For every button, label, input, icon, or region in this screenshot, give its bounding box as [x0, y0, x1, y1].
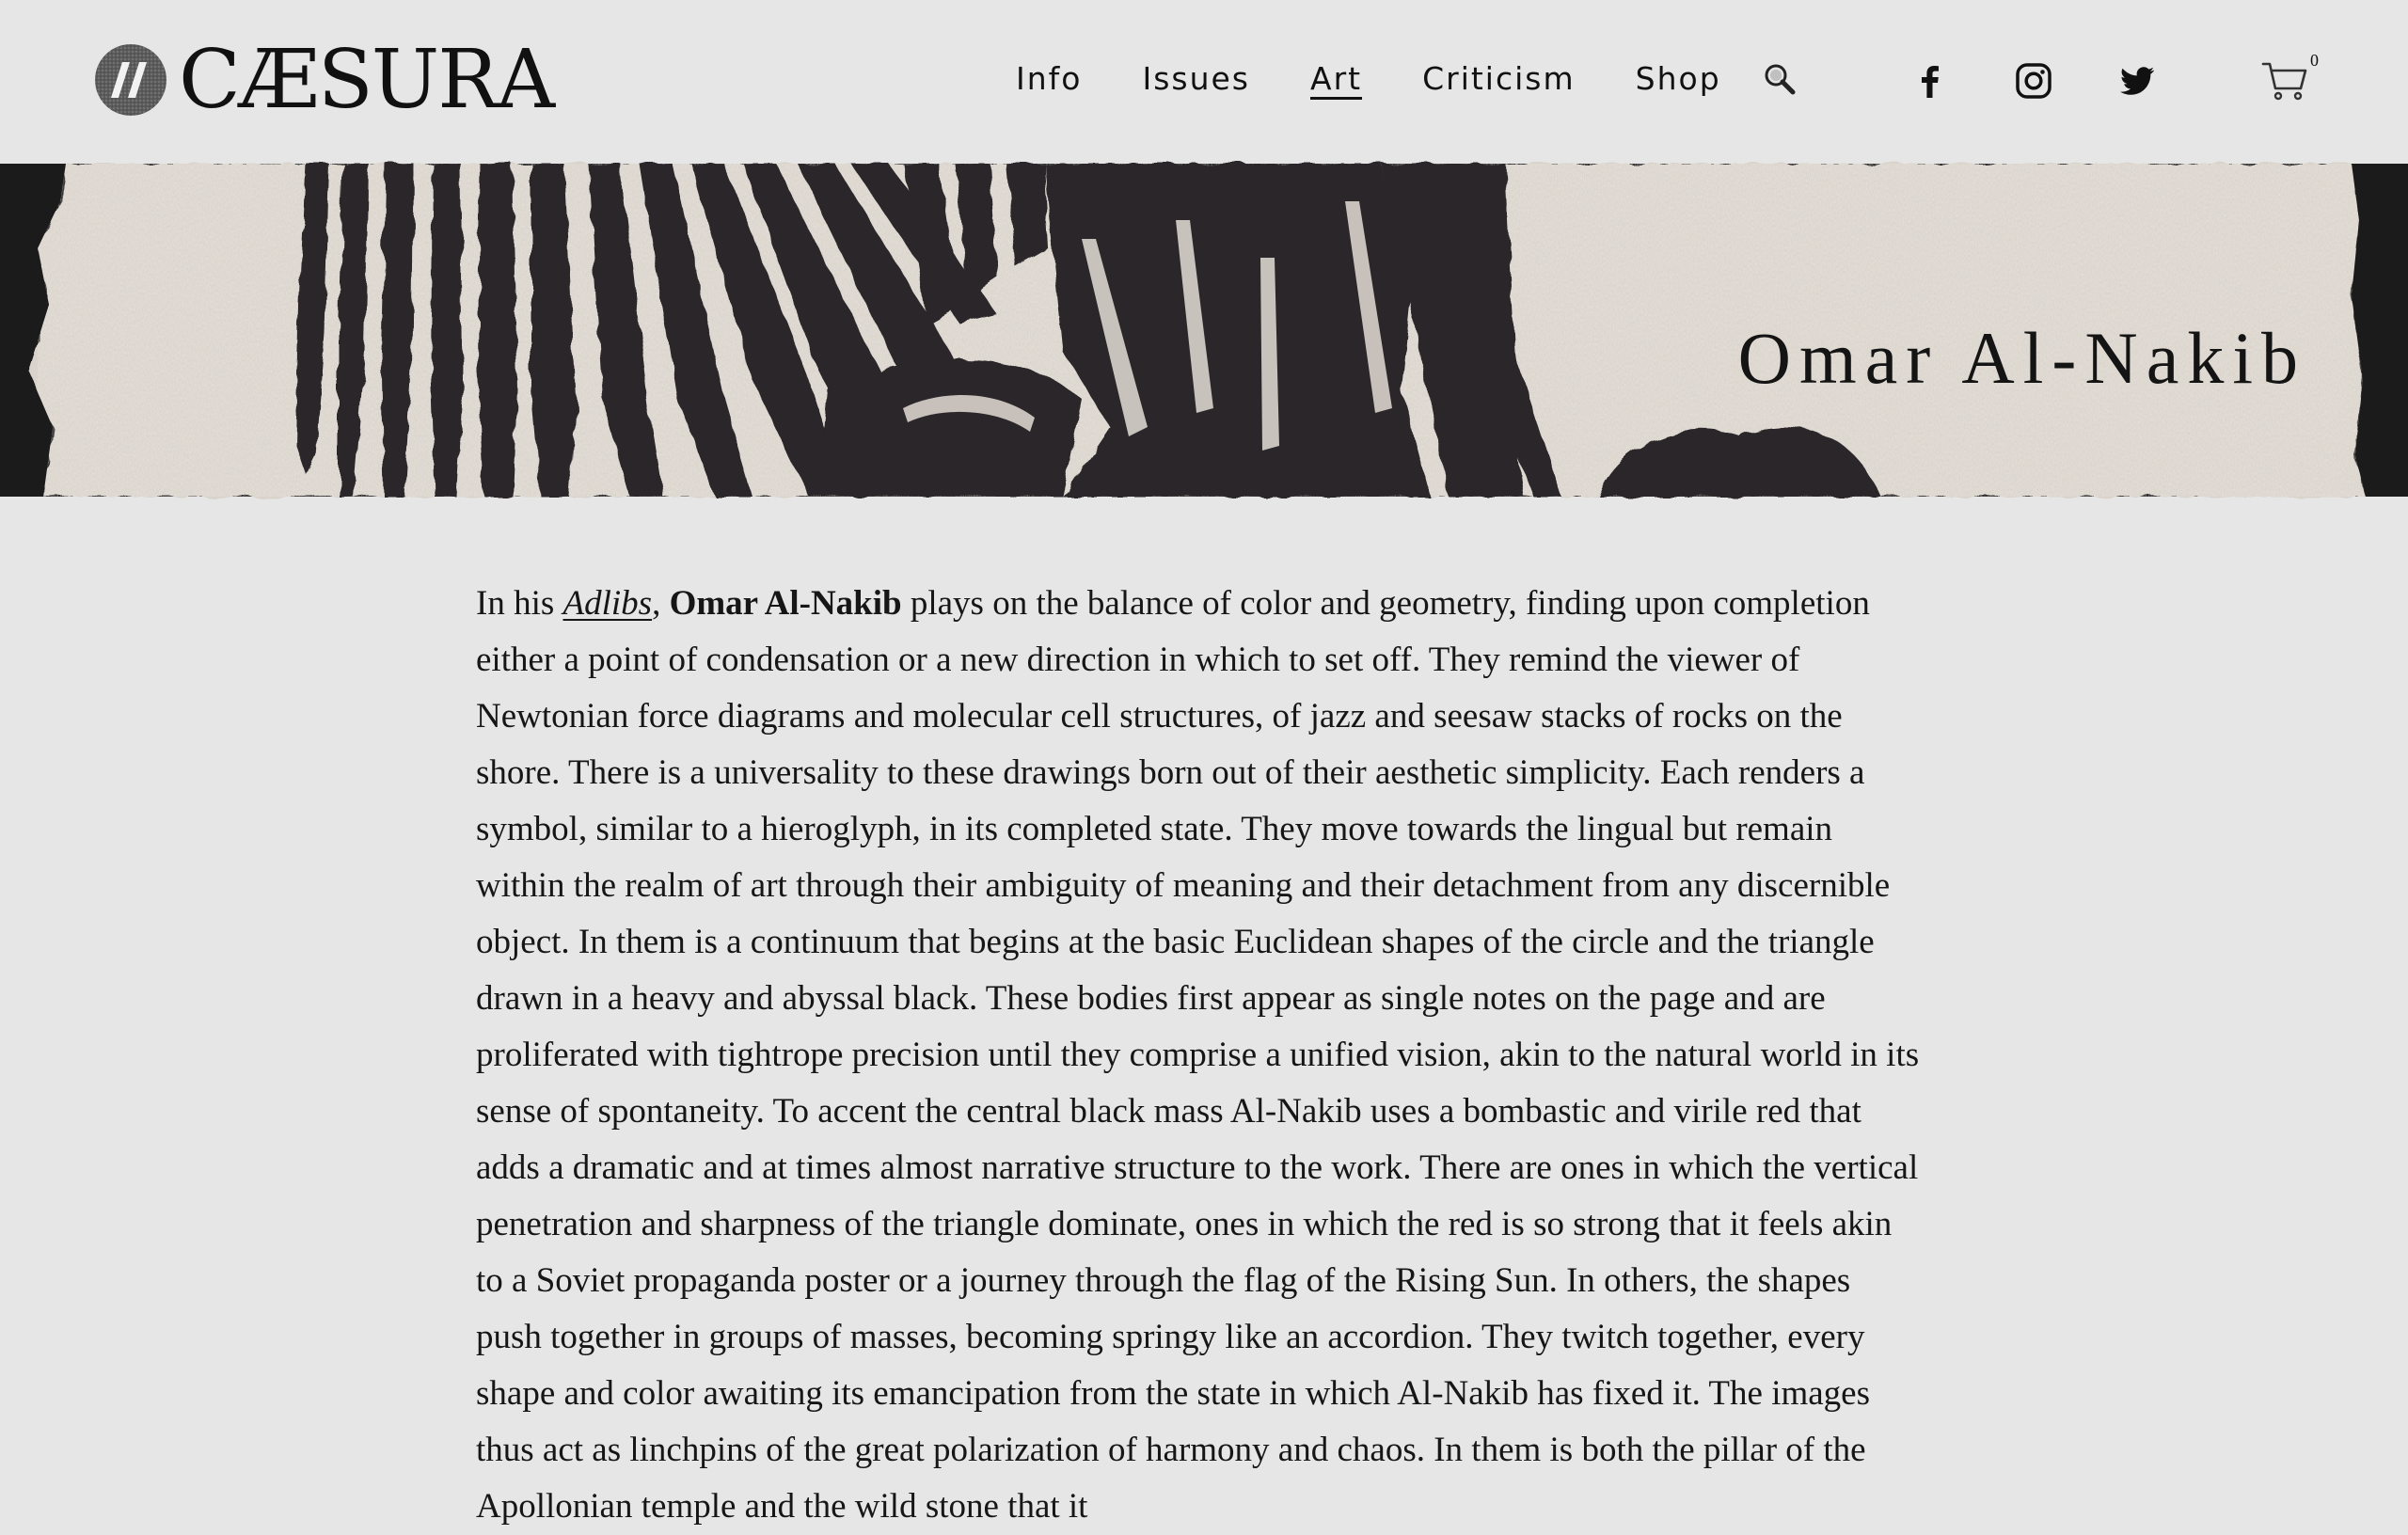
twitter-icon[interactable] [2118, 62, 2156, 100]
comma-separator: , [652, 584, 670, 623]
facebook-icon[interactable] [1911, 62, 1949, 100]
instagram-icon[interactable] [2015, 62, 2052, 100]
work-title-link[interactable]: Adlibs [562, 584, 653, 623]
hero-banner [0, 164, 2408, 497]
logo-mark-icon [94, 43, 167, 117]
nav-item-shop[interactable]: Shop [1635, 59, 1721, 97]
nav-item-issues[interactable]: Issues [1142, 59, 1250, 97]
intro-prefix: In his [476, 584, 563, 623]
page-title: Omar Al-Nakib [1737, 317, 2306, 400]
site-logo[interactable] [94, 33, 554, 127]
nav-item-art[interactable]: Art [1310, 63, 1362, 100]
article-text: plays on the balance of color and geometry, finding upon completion either a point of condensation or a new direction in which to set off. They remind the viewer of Newtonian force diagrams and molecular cell structures, of jazz and seesaw stacks of rocks on the shore. There is a universality to these drawings born out of their aesthetic simplicity. Each renders a symbol, similar to a hieroglyph, in its completed state. They move towards the lingual but remain within the realm of art through their ambiguity of meaning and their detachment from any discernible object. In them is a continuum that begins at the basic Euclidean shapes of the circle and the triangle drawn in a heavy and abyssal black. These bodies first appear as single notes on the page and are proliferated with tightrope precision until they comprise a unified vision, akin to the natural world in its sense of spontaneity. To accent the central black mass Al-Nakib uses a bombastic and virile red that adds a dramatic and at times almost narrative structure to the work. There are ones in which the vertical penetration and sharpness of the triangle dominate, ones in which the red is so strong that it feels akin to a Soviet propaganda poster or a journey through the flag of the Rising Sun. In others, the shapes push together in groups of masses, becoming springy like an accordion. They twitch together, every shape and color awaiting its emancipation from the state in which Al-Nakib has fixed it. The images thus act as linchpins of the great polarization of harmony and chaos. In them is both the pillar of the Apollonian temple and the wild stone that it [476, 584, 1920, 1526]
main-nav [1016, 55, 1782, 107]
nav-item-info[interactable]: Info [1016, 59, 1083, 97]
article-paragraph [476, 576, 1925, 1535]
article-body [476, 576, 1925, 1535]
artist-name: Omar Al-Nakib [669, 584, 902, 623]
cart-count-badge: 0 [2310, 51, 2319, 70]
search-icon[interactable] [1763, 62, 1797, 96]
site-header [0, 0, 2408, 164]
nav-item-criticism[interactable]: Criticism [1422, 59, 1576, 97]
logo-wordmark: CÆSURA [179, 33, 554, 127]
cart-icon[interactable] [2261, 58, 2308, 102]
